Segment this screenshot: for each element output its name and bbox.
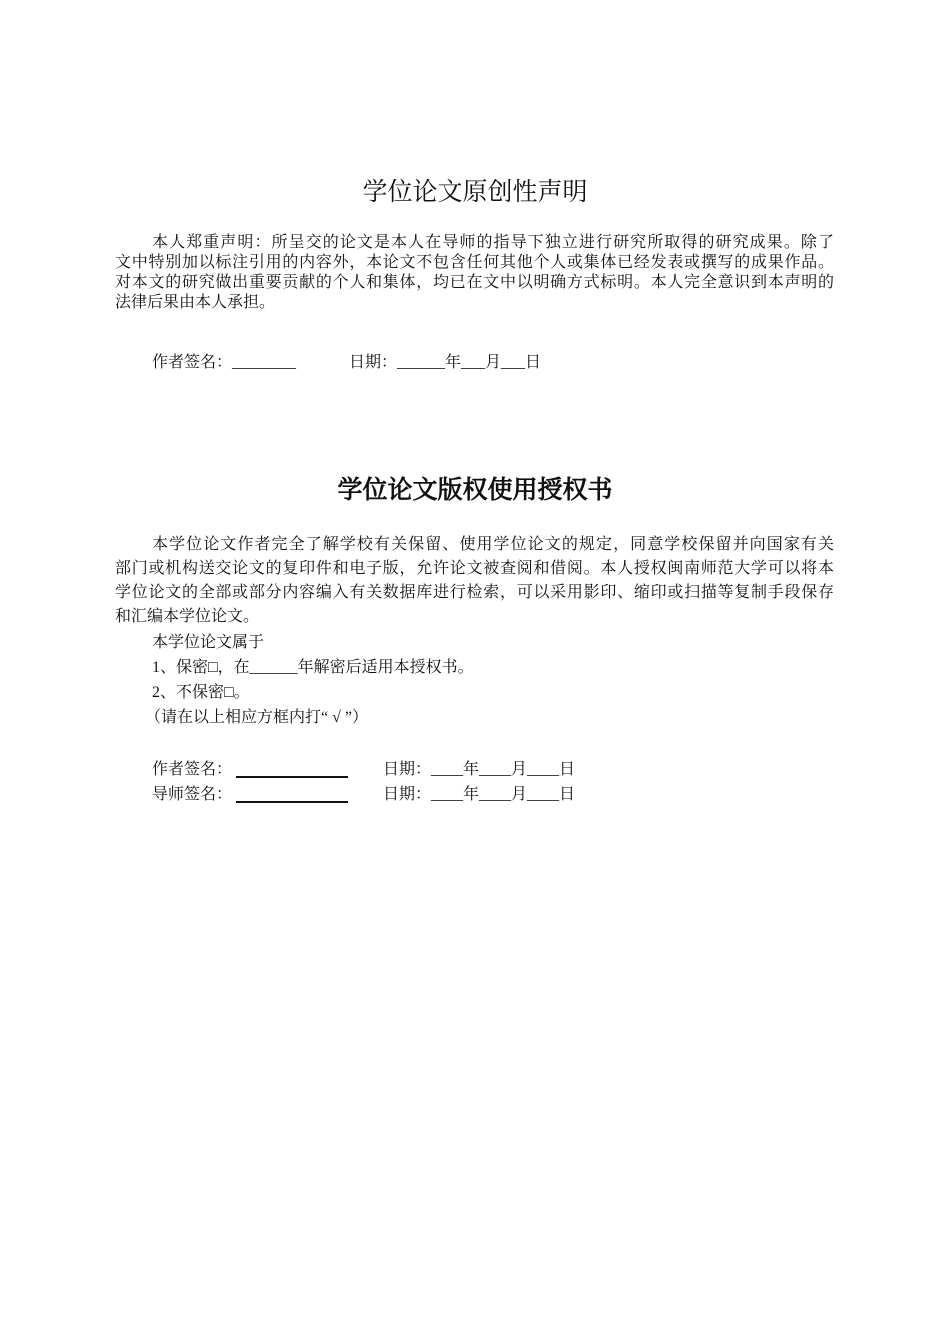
authorization-line: 学位论文的全部或部分内容编入有关数据库进行检索，可以采用影印、缩印或扫描等复制手段保存: [115, 584, 834, 601]
check-instruction: （请在以上相应方框内打“ √ ”）: [145, 709, 368, 726]
declaration-paragraph: [115, 233, 834, 313]
advisor-signature-label: 导师签名：: [152, 786, 233, 803]
author-signature-label: 作者签名：: [152, 761, 233, 778]
option-confidential: 1、保密□，在______年解密后适用本授权书。: [152, 659, 474, 676]
authorization-line: 本学位论文作者完全了解学校有关保留、使用学位论文的规定，同意学校保留并向国家有关: [152, 536, 834, 553]
authorization-line: 部门或机构送交论文的复印件和电子版，允许论文被查阅和借阅。本人授权闽南师范大学可以将本: [115, 560, 834, 577]
declaration-line: 对本文的研究做出重要贡献的个人和集体，均已在文中以明确方式标明。本人完全意识到本声明的: [115, 274, 834, 291]
authorization-paragraph: [115, 533, 834, 629]
author-date: 日期：____年____月____日: [383, 761, 576, 778]
advisor-date: 日期：____年____月____日: [383, 786, 576, 803]
declaration-line: 本人郑重声明：所呈交的论文是本人在导师的指导下独立进行研究所取得的研究成果。除了: [152, 234, 834, 251]
declaration-line: 法律后果由本人承担。: [115, 294, 276, 311]
authorization-title: 学位论文版权使用授权书: [337, 475, 613, 504]
belongs-to-text: 本学位论文属于: [152, 634, 265, 651]
declaration-author-signature: 作者签名：________: [152, 354, 297, 371]
authorization-line: 和汇编本学位论文。: [115, 608, 260, 625]
advisor-signature-blank: [236, 801, 348, 803]
declaration-date: 日期：______年___月___日: [349, 354, 542, 371]
option-not-confidential: 2、不保密□。: [152, 684, 250, 701]
author-signature-blank: [236, 776, 348, 778]
declaration-title: 学位论文原创性声明: [362, 177, 588, 206]
declaration-line: 文中特别加以标注引用的内容外，本论文不包含任何其他个人或集体已经发表或撰写的成果作品。: [115, 254, 834, 271]
